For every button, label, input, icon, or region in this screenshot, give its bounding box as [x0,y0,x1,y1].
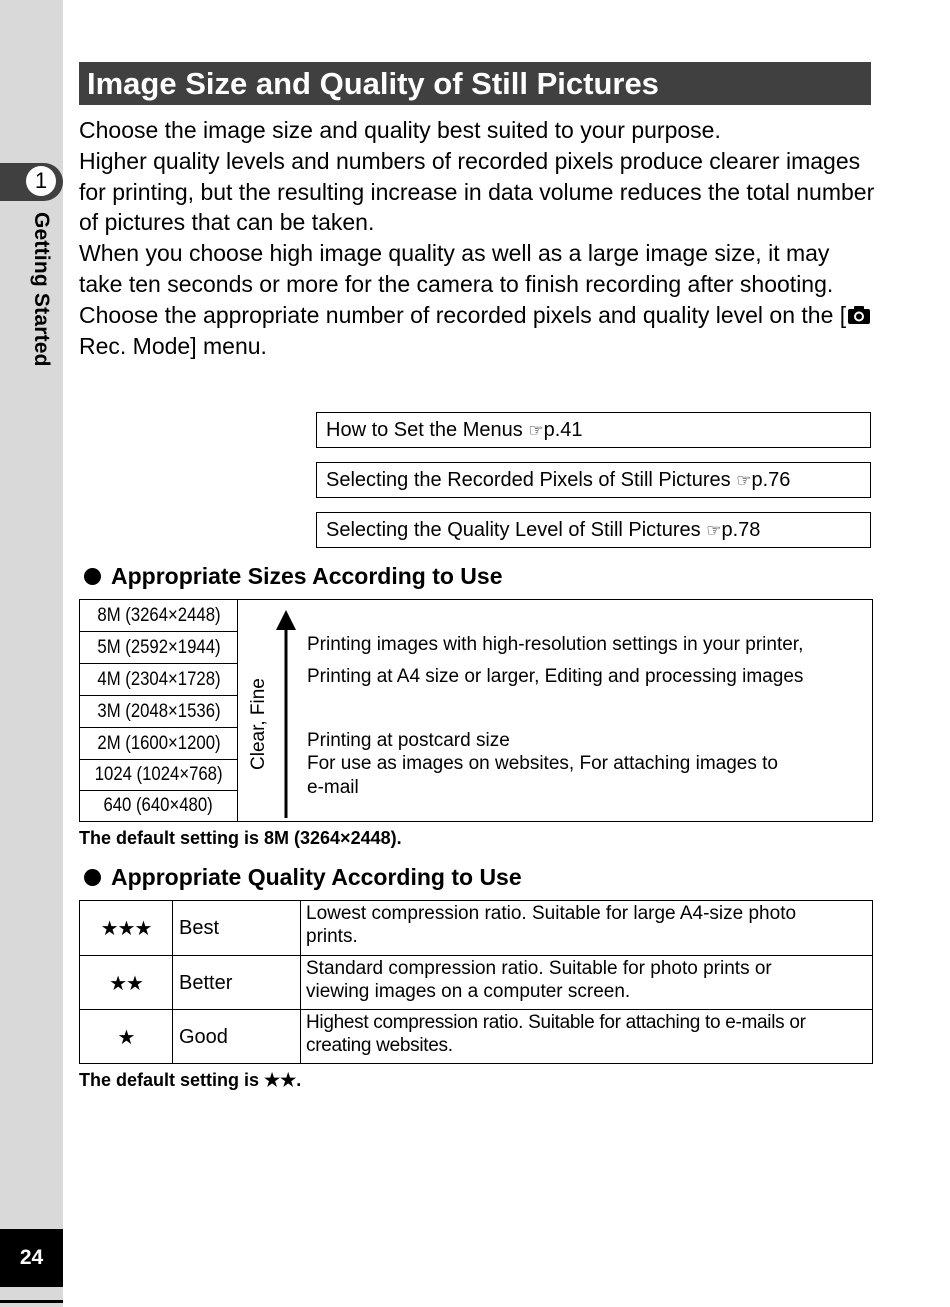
bottom-rule [0,1300,63,1303]
star-rating-icon: ★★ [80,956,173,1010]
chapter-number: 1 [26,166,56,196]
quality-row [80,901,872,955]
ref-arrow-icon: ☞ [528,421,544,440]
ref-page: p.41 [543,419,583,441]
quality-description: Highest compression ratio. Suitable for attaching to e-mails or creating websites. [306,1012,806,1056]
ref-page: p.78 [721,519,761,541]
star-rating-icon: ★★★ [80,901,173,955]
size-column [80,600,238,821]
ref-arrow-icon: ☞ [706,521,722,540]
use-text: Printing images with high-resolution settings in your printer, [307,634,804,655]
star-rating-icon: ★ [80,1010,173,1064]
sizes-default-note: The default setting is 8M (3264×2448). [79,828,402,848]
size-cell: 2M (1600×1200) [80,728,238,760]
ref-label: Selecting the Recorded Pixels of Still Pictures [326,469,731,491]
page-number: 24 [0,1229,63,1287]
quality-table [79,900,873,1064]
use-text: Printing at A4 size or larger, Editing and processing images [307,666,804,687]
bullet-icon [84,568,101,585]
intro-menu-before: Choose the appropriate number of recorded pixels and quality level on the [ [79,301,847,328]
use-text: e-mail [307,777,359,798]
intro-paragraph: Choose the image size and quality best suited to your purpose. [79,117,721,143]
quality-description: Standard compression ratio. Suitable for photo prints or viewing images on a computer screen. [306,958,772,1002]
size-cell: 4M (2304×1728) [80,664,238,696]
quality-description: Lowest compression ratio. Suitable for large A4-size photo prints. [306,903,797,947]
sizes-heading [84,563,503,590]
size-cell: 5M (2592×1944) [80,632,238,664]
intro-paragraph [79,300,879,362]
size-cell: 8M (3264×2448) [80,600,238,632]
sizes-heading-text: Appropriate Sizes According to Use [111,563,503,589]
quality-row [80,955,872,1010]
ref-box-menus[interactable] [316,412,871,448]
intro-paragraph: Higher quality levels and numbers of recorded pixels produce clearer images for printing, but the resulting increase in data volume reduces the total number of pictures that can be taken. [79,147,875,236]
intro-menu-after: Rec. Mode] menu. [79,332,267,359]
ref-box-quality-level[interactable] [316,512,871,548]
size-cell: 3M (2048×1536) [80,696,238,728]
chapter-title: Getting Started [30,212,53,367]
quality-label: Better [173,956,301,1010]
ref-label: Selecting the Quality Level of Still Pictures [326,519,701,541]
use-text: For use as images on websites, For attaching images to [307,753,779,774]
intro-paragraph: When you choose high image quality as well as a large image size, it may take ten seconds or more for the camera to finish recording after shooting. [79,240,834,297]
page-title: Image Size and Quality of Still Pictures [79,62,871,105]
camera-icon [847,305,871,325]
quality-heading-text: Appropriate Quality According to Use [111,864,522,890]
quality-default-note: The default setting is ★★. [79,1070,302,1090]
ref-page: p.76 [751,469,791,491]
use-text: Printing at postcard size [307,730,510,751]
quality-label: Best [173,901,301,955]
quality-arrow-icon [274,610,298,820]
quality-row [80,1009,872,1064]
clear-fine-label: Clear, Fine [248,678,269,770]
quality-label: Good [173,1010,301,1064]
bullet-icon [84,869,101,886]
ref-label: How to Set the Menus [326,419,523,441]
ref-arrow-icon: ☞ [736,471,752,490]
size-cell: 640 (640×480) [80,791,238,821]
intro-text [79,115,879,361]
quality-heading [84,864,522,891]
ref-box-recorded-pixels[interactable] [316,462,871,498]
size-cell: 1024 (1024×768) [80,760,238,791]
